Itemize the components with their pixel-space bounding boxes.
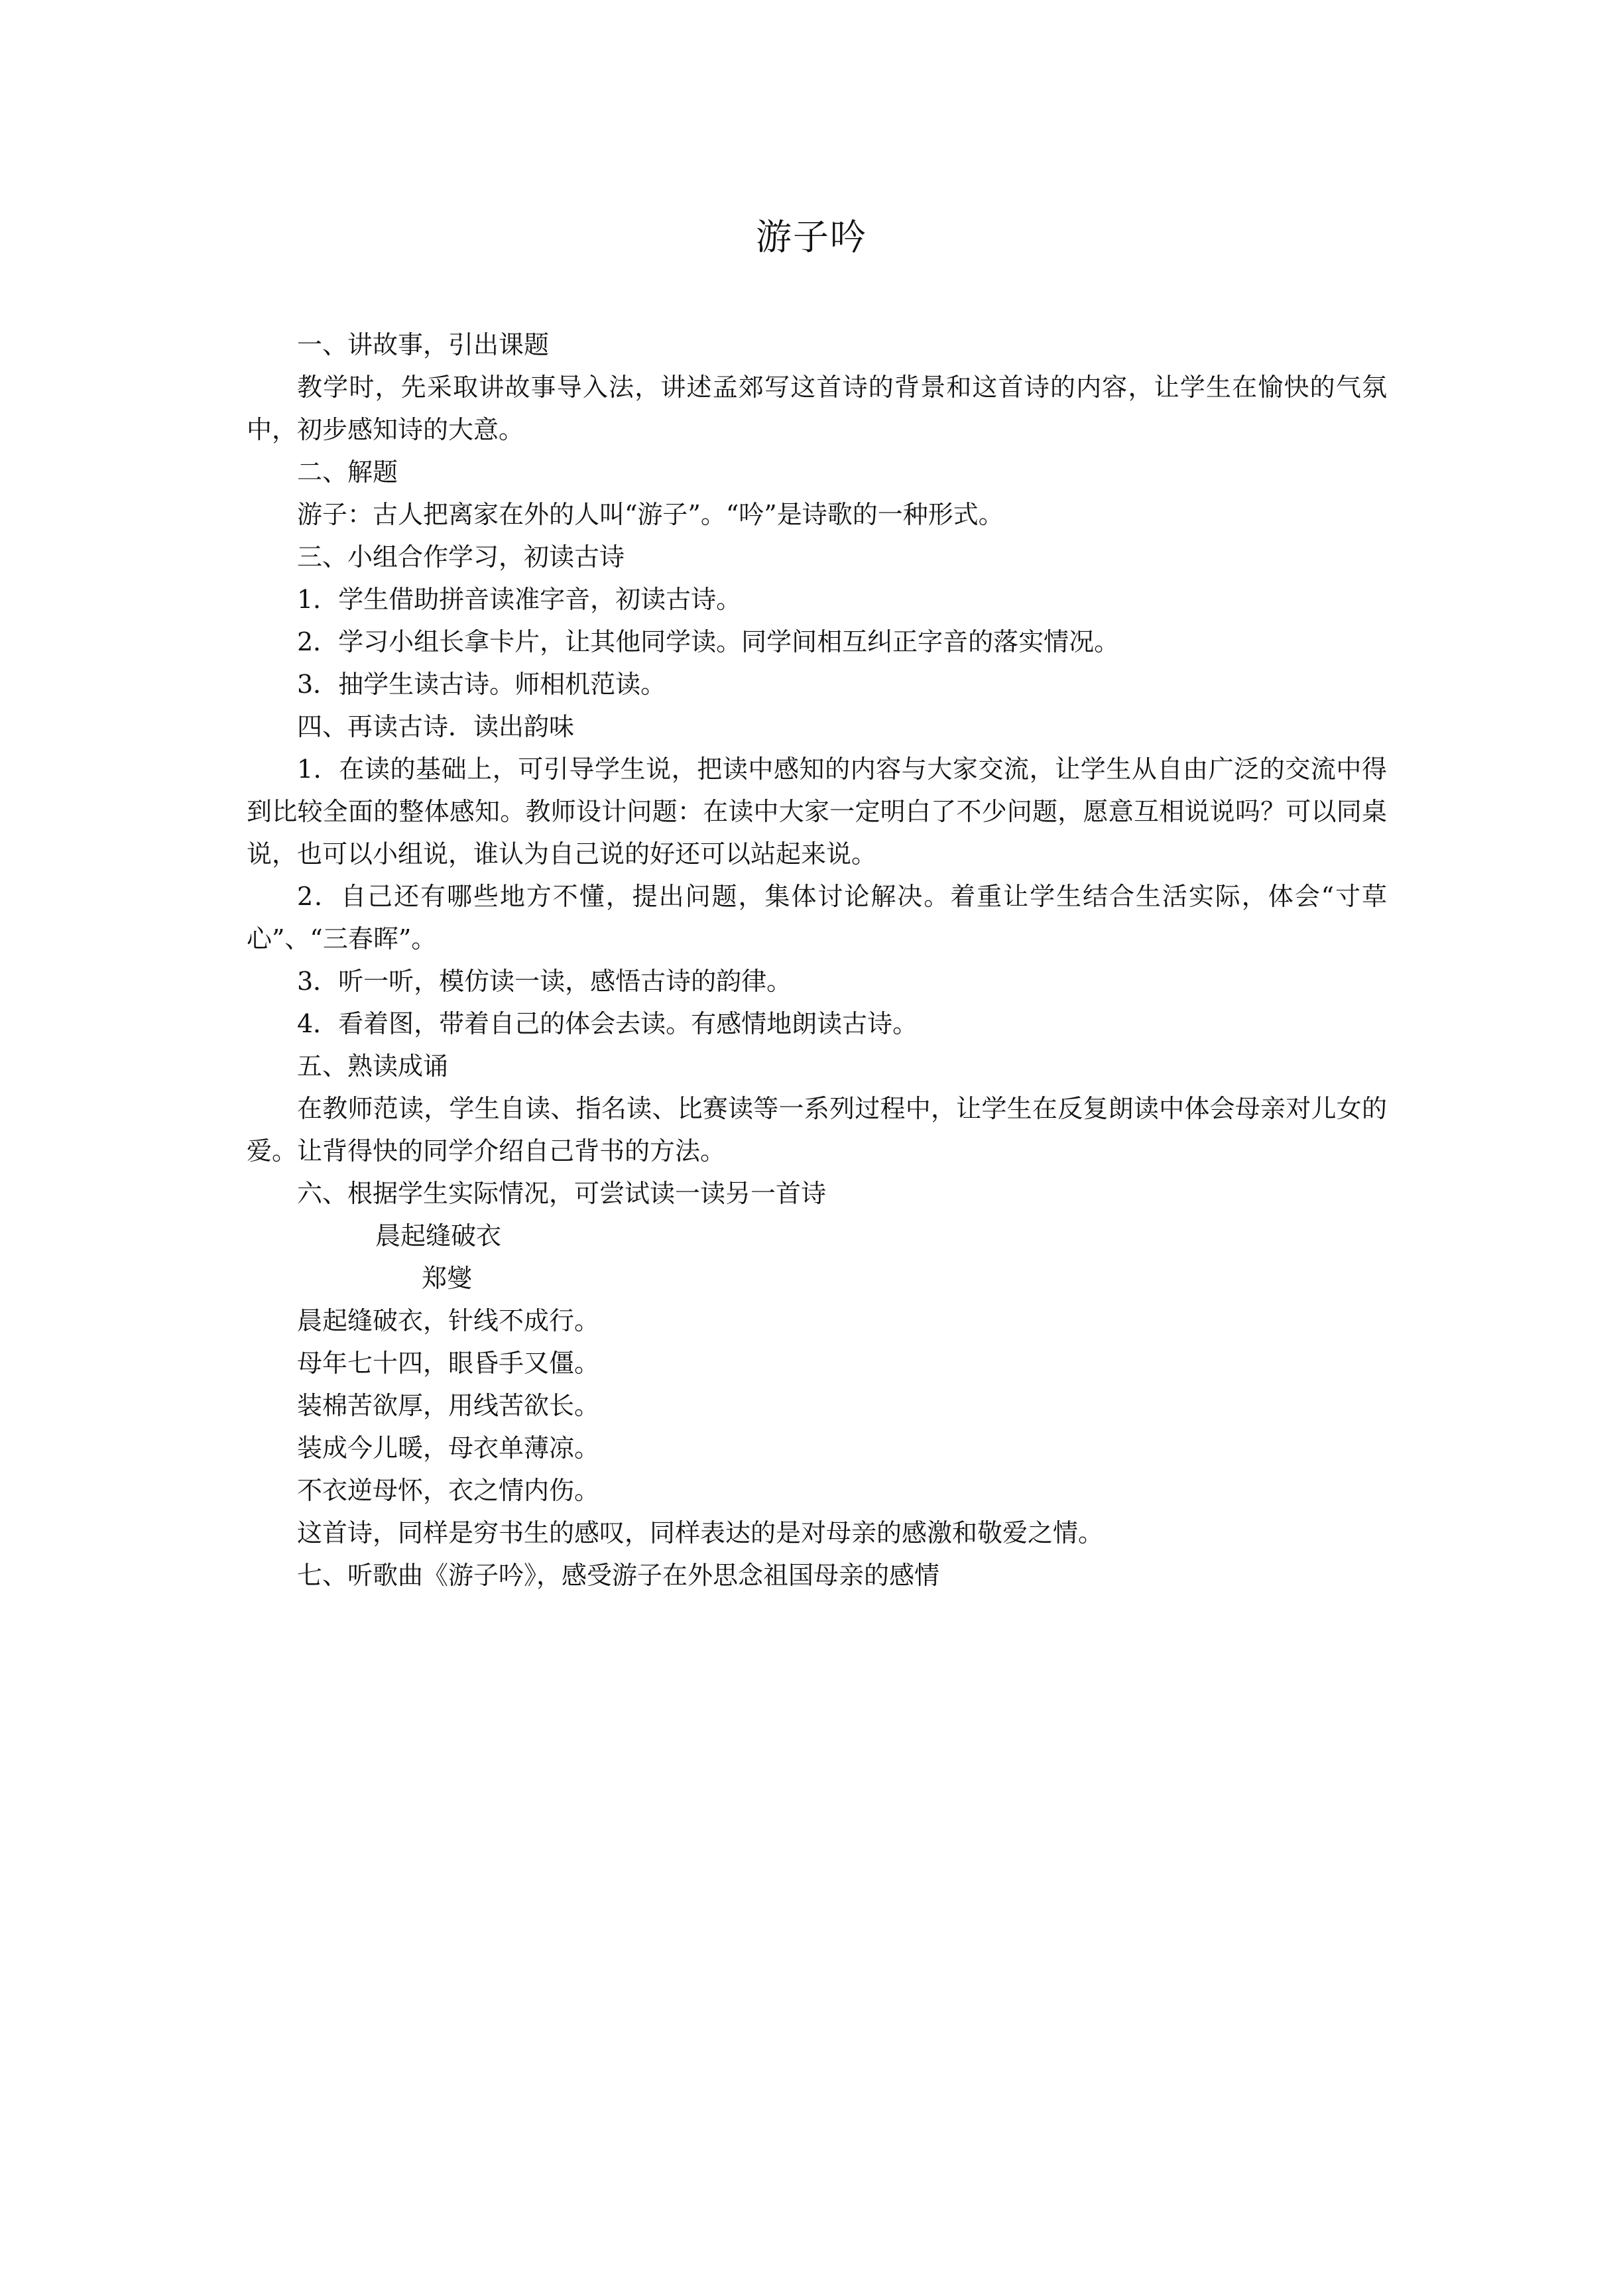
poem-title: 晨起缝破衣 xyxy=(375,1221,502,1250)
list-item: 4．看着图，带着自己的体会去读。有感情地朗读古诗。 xyxy=(297,1009,918,1038)
section-heading-5: 五、熟读成诵 xyxy=(297,1052,449,1081)
section-heading-2: 二、解题 xyxy=(297,457,398,487)
list-item: 2．自己还有哪些地方不懂，提出问题，集体讨论解决。着重让学生结合生活实际，体会“寸草心”、“三春晖”。 xyxy=(247,882,1387,953)
list-item: 3．听一听，模仿读一读，感悟古诗的韵律。 xyxy=(297,967,792,996)
poem-line: 装棉苦欲厚，用线苦欲长。 xyxy=(297,1391,600,1420)
section-heading-3: 三、小组合作学习，初读古诗 xyxy=(297,542,625,572)
poem-line: 装成今儿暖，母衣单薄凉。 xyxy=(297,1433,600,1463)
section-heading-6: 六、根据学生实际情况，可尝试读一读另一首诗 xyxy=(297,1179,827,1208)
page-title: 游子吟 xyxy=(756,216,867,258)
list-item: 1．学生借助拼音读准字音，初读古诗。 xyxy=(297,585,742,614)
document-body xyxy=(247,324,1387,1597)
paragraph-definition: 游子：古人把离家在外的人叫“游子”。“吟”是诗歌的一种形式。 xyxy=(297,500,1004,529)
paragraph-intro: 教学时，先采取讲故事导入法，讲述孟郊写这首诗的背景和这首诗的内容，让学生在愉快的气氛中，初步感知诗的大意。 xyxy=(247,373,1387,444)
poem-line: 母年七十四，眼昏手又僵。 xyxy=(297,1349,600,1378)
list-item: 3．抽学生读古诗。师相机范读。 xyxy=(297,670,666,699)
paragraph-summary: 这首诗，同样是穷书生的感叹，同样表达的是对母亲的感激和敬爱之情。 xyxy=(297,1518,1104,1547)
list-item: 1．在读的基础上，可引导学生说，把读中感知的内容与大家交流，让学生从自由广泛的交流中得到比较全面的整体感知。教师设计问题：在读中大家一定明白了不少问题，愿意互相说说吗？可以同桌说，也可以小组说，谁认为自己说的好还可以站起来说。 xyxy=(247,755,1387,869)
poem-line: 晨起缝破衣，针线不成行。 xyxy=(297,1306,600,1335)
section-heading-1: 一、讲故事，引出课题 xyxy=(297,330,550,359)
section-heading-4: 四、再读古诗．读出韵味 xyxy=(297,712,575,741)
paragraph-recitation: 在教师范读，学生自读、指名读、比赛读等一系列过程中，让学生在反复朗读中体会母亲对儿女的爱。让背得快的同学介绍自己背书的方法。 xyxy=(247,1094,1387,1166)
section-heading-7: 七、听歌曲《游子吟》，感受游子在外思念祖国母亲的感情 xyxy=(297,1561,940,1590)
poem-author: 郑燮 xyxy=(422,1264,473,1293)
list-item: 2．学习小组长拿卡片，让其他同学读。同学间相互纠正字音的落实情况。 xyxy=(297,627,1120,656)
poem-line: 不衣逆母怀，衣之情内伤。 xyxy=(297,1476,600,1505)
